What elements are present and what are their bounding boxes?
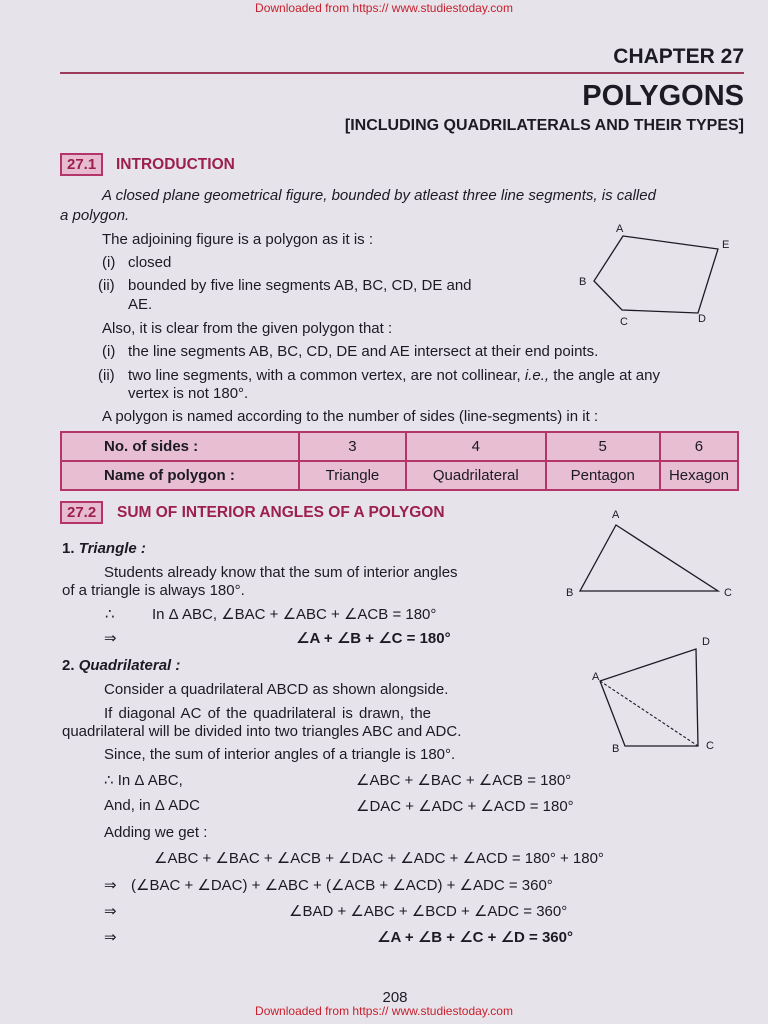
table-cell: Quadrilateral: [406, 461, 545, 490]
collinear-text-b: the angle at any: [553, 367, 660, 384]
vertex-label: E: [722, 239, 730, 251]
list-item-bounded: bounded by five line segments AB, BC, CD, DE and: [128, 277, 472, 294]
triangle-shape: [580, 525, 718, 591]
eq-abc: ∠ABC + ∠BAC + ∠ACB = 180°: [356, 772, 572, 789]
vertex-label: B: [612, 743, 620, 755]
table-cell: Triangle: [299, 461, 406, 490]
table-row: [61, 461, 738, 490]
quad-para-2: If diagonal AC of the quadrilateral is drawn, the: [104, 705, 432, 722]
polygon-names-table: [60, 431, 739, 491]
list-item-collinear-cont: vertex is not 180°.: [128, 385, 249, 402]
eq-label-abc: ∴ In Δ ABC,: [104, 772, 183, 789]
adding-label: Adding we get :: [104, 824, 208, 841]
subsection-number: [62, 540, 146, 557]
subsection-number: [62, 657, 180, 674]
download-link-bottom[interactable]: Downloaded from https:// www.studiestoday.com: [255, 1004, 513, 1018]
header-rule: [60, 72, 744, 74]
triangle-equation-1: In Δ ABC, ∠BAC + ∠ABC + ∠ACB = 180°: [152, 606, 437, 623]
vertex-label: B: [566, 587, 574, 599]
table-cell: 3: [299, 432, 406, 461]
table-cell: Pentagon: [546, 461, 660, 490]
list-item-intersect: the line segments AB, BC, CD, DE and AE intersect at their end points.: [128, 343, 599, 360]
list-marker: (i): [102, 254, 116, 271]
definition-line-2: a polygon.: [60, 207, 130, 224]
subsection-title-triangle: Triangle :: [78, 540, 146, 557]
vertex-label: D: [702, 636, 710, 648]
pentagon-figure: [570, 218, 745, 330]
eq-final: ∠A + ∠B + ∠C + ∠D = 360°: [377, 929, 573, 946]
table-header-sides: No. of sides :: [61, 432, 299, 461]
vertex-label: A: [612, 509, 620, 521]
definition-line-1: A closed plane geometrical figure, bounded by atleast three line segments, is called: [102, 187, 656, 204]
table-row: [61, 432, 738, 461]
list-item-closed: closed: [128, 254, 172, 271]
vertex-label: B: [579, 276, 587, 288]
table-cell: 4: [406, 432, 545, 461]
vertex-label: C: [706, 740, 714, 752]
triangle-para-2: of a triangle is always 180°.: [62, 582, 245, 599]
eq-grouped: (∠BAC + ∠DAC) + ∠ABC + (∠ACB + ∠ACD) + ∠ADC = 360°: [131, 877, 553, 894]
implies-symbol: ⇒: [104, 630, 117, 647]
implies-symbol: ⇒: [104, 929, 117, 946]
eq-adc: ∠DAC + ∠ADC + ∠ACD = 180°: [356, 798, 574, 815]
subsection-num-2: 2.: [62, 657, 75, 674]
implies-symbol: ⇒: [104, 877, 117, 894]
quadrilateral-shape: [600, 649, 698, 746]
list-marker: (ii): [98, 277, 115, 294]
paragraph-also: Also, it is clear from the given polygon that :: [102, 320, 393, 337]
triangle-equation-2: ∠A + ∠B + ∠C = 180°: [296, 630, 451, 647]
paragraph-adjoining: The adjoining figure is a polygon as it is :: [102, 231, 373, 248]
section-number-27-2: 27.2: [60, 501, 103, 524]
eq-label-adc: And, in Δ ADC: [104, 797, 200, 814]
quad-para-1: Consider a quadrilateral ABCD as shown alongside.: [104, 681, 449, 698]
chapter-label: CHAPTER 27: [613, 45, 744, 68]
table-cell: 5: [546, 432, 660, 461]
triangle-figure: [560, 505, 740, 605]
table-cell: Hexagon: [660, 461, 738, 490]
collinear-text-a: two line segments, with a common vertex, are not collinear,: [128, 367, 521, 384]
paragraph-named: A polygon is named according to the number of sides (line-segments) in it :: [102, 408, 599, 425]
vertex-label: C: [724, 587, 732, 599]
list-item-collinear: [128, 367, 660, 384]
therefore-symbol: ∴: [105, 606, 115, 623]
vertex-label: D: [698, 313, 706, 325]
eq-angles: ∠BAD + ∠ABC + ∠BCD + ∠ADC = 360°: [289, 903, 568, 920]
triangle-para-1: Students already know that the sum of interior angles: [104, 564, 458, 581]
page-number: 208: [382, 989, 408, 1006]
pentagon-shape: [594, 236, 718, 313]
subsection-title-quadrilateral: Quadrilateral :: [78, 657, 181, 674]
eq-sum: ∠ABC + ∠BAC + ∠ACB + ∠DAC + ∠ADC + ∠ACD = 180° + 180°: [154, 850, 604, 867]
section-heading-introduction: INTRODUCTION: [116, 156, 235, 173]
quadrilateral-figure: [585, 630, 735, 755]
vertex-label: A: [616, 223, 624, 235]
list-item-bounded-cont: AE.: [128, 296, 153, 313]
page-title: POLYGONS: [582, 80, 744, 112]
vertex-label: C: [620, 316, 628, 328]
diagonal-ac: [600, 681, 698, 746]
quad-para-3: quadrilateral will be divided into two triangles ABC and ADC.: [62, 723, 462, 740]
subsection-num-1: 1.: [62, 540, 75, 557]
section-heading-sum: SUM OF INTERIOR ANGLES OF A POLYGON: [117, 504, 445, 521]
page-subtitle: [INCLUDING QUADRILATERALS AND THEIR TYPES]: [344, 117, 744, 134]
list-marker: (ii): [98, 367, 115, 384]
implies-symbol: ⇒: [104, 903, 117, 920]
vertex-label: A: [592, 671, 600, 683]
table-cell: 6: [660, 432, 738, 461]
table-header-name: Name of polygon :: [61, 461, 299, 490]
download-link-top[interactable]: Downloaded from https:// www.studiestoday.com: [255, 1, 513, 15]
list-marker: (i): [102, 343, 116, 360]
quad-para-4: Since, the sum of interior angles of a triangle is 180°.: [104, 746, 456, 763]
section-number-27-1: 27.1: [60, 153, 103, 176]
ie-text: i.e.,: [524, 367, 550, 384]
